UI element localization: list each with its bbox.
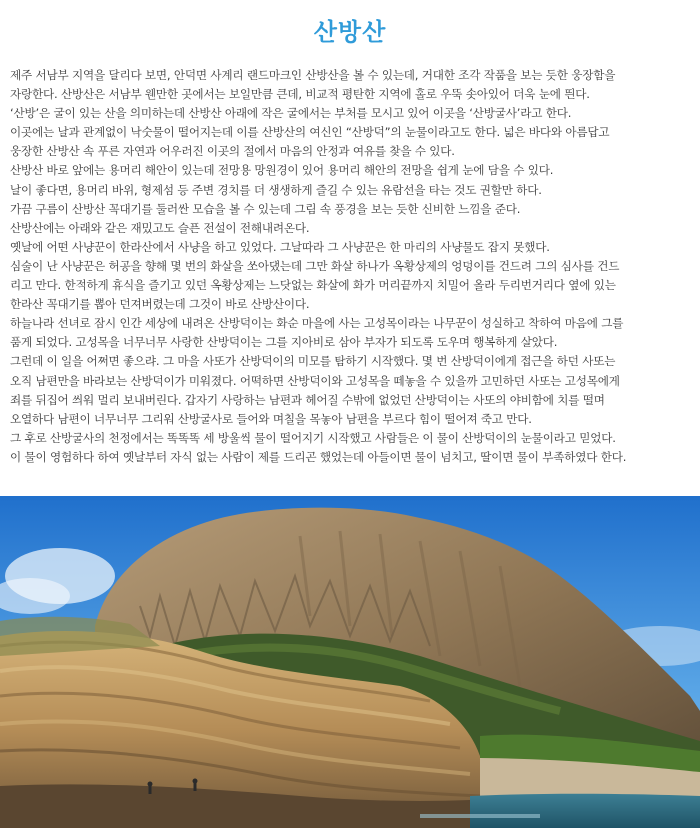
article-line: ‘산방’은 굴이 있는 산을 의미하는데 산방산 아래에 작은 굴에서는 부처를 모시고 있어 이곳을 ‘산방굴사’라고 한다.	[10, 106, 572, 121]
person-figure	[193, 779, 198, 784]
article-line: 그런데 이 일을 어쩌면 좋으랴. 그 마을 사또가 산방덕이의 미모를 탐하기 시작했다. 몇 번 산방덕이에게 접근을 하던 사또는	[10, 354, 616, 369]
article-line: 오직 남편만을 바라보는 산방덕이가 미워졌다. 어떡하면 산방덕이와 고성목을 떼놓을 수 있을까 고민하던 사또는 고성목에게	[10, 373, 620, 388]
article-line: 심술이 난 사냥꾼은 허공을 향해 몇 번의 화살을 쏘아댔는데 그만 화살 하나가 옥황상제의 엉덩이를 건드려 그의 심사를 건드	[10, 258, 620, 273]
article-line: 산방산 바로 앞에는 용머리 해안이 있는데 전망용 망원경이 있어 용머리 해안의 전망을 쉽게 눈에 담을 수 있다.	[10, 163, 554, 178]
article-line: 가끔 구름이 산방산 꼭대기를 둘러싼 모습을 볼 수 있는데 그림 속 풍경을 보는 듯한 신비한 느낌을 준다.	[10, 201, 521, 216]
article-line: 품게 되었다. 고성목을 너무너무 사랑한 산방덕이는 그를 지아비로 삼아 부자가 되도록 도우며 행복하게 살았다.	[10, 335, 558, 350]
article-line: 오열하다 남편이 너무너무 그리워 산방굴사로 들어와 며칠을 목놓아 남편을 부르다 힘이 떨어져 죽고 만다.	[10, 411, 532, 426]
person-figure	[149, 786, 152, 794]
page-title: 산방산	[313, 18, 387, 46]
wave-foam	[420, 814, 540, 818]
sea	[470, 794, 700, 828]
article-line: 이 물이 영험하다 하여 옛날부터 자식 없는 사람이 제를 드리곤 했었는데 아들이면 물이 넘치고, 딸이면 물이 부족하였다 한다.	[10, 449, 627, 464]
article-line: 리고 만다. 한적하게 휴식을 즐기고 있던 옥황상제는 느닷없는 화살에 화가 머리끝까지 치밀어 올라 두리번거리다 옆에 있는	[10, 278, 616, 293]
article-line: 웅장한 산방산 속 푸른 자연과 어우러진 이곳의 절에서 마음의 안정과 여유를 찾을 수 있다.	[10, 144, 455, 159]
article-line: 자랑한다. 산방산은 서남부 웬만한 곳에서는 보일만큼 큰데, 비교적 평탄한 지역에 홀로 우뚝 솟아있어 더욱 눈에 띈다.	[10, 87, 590, 102]
article-line: 이곳에는 날과 관계없이 낙숫물이 떨어지는데 이를 산방산의 여신인 “산방덕”의 눈물이라고도 한다. 넓은 바다와 아름답고	[10, 125, 610, 140]
article-line: 제주 서남부 지역을 달리다 보면, 안덕면 사계리 랜드마크인 산방산을 볼 수 있는데, 거대한 조각 작품을 보는 듯한 웅장함을	[10, 68, 616, 82]
article-line: 산방산에는 아래와 같은 재밌고도 슬픈 전설이 전해내려온다.	[10, 220, 310, 235]
person-figure	[194, 783, 197, 791]
article-line: 죄를 뒤집어 씌워 멀리 보내버린다. 갑자기 사랑하는 남편과 헤어질 수밖에 없었던 산방덕이는 사또의 야비함에 치를 떨며	[10, 392, 605, 407]
article-line: 옛날에 어떤 사냥꾼이 한라산에서 사냥을 하고 있었다. 그날따라 그 사냥꾼은 한 마리의 사냥물도 잡지 못했다.	[10, 239, 550, 254]
article-line: 한라산 꼭대기를 뽑아 던져버렸는데 그것이 바로 산방산이다.	[10, 297, 310, 312]
article-line: 날이 좋다면, 용머리 바위, 형제섬 등 주변 경치를 더 생생하게 즐길 수 있는 유람선을 타는 것도 권할만 하다.	[10, 182, 542, 197]
person-figure	[148, 782, 153, 787]
mountain-landscape-image	[0, 496, 700, 828]
article-line: 그 후로 산방굴사의 천정에서는 똑똑똑 세 방울씩 물이 떨어지기 시작했고 사람들은 이 물이 산방덕이의 눈물이라고 믿었다.	[10, 430, 616, 445]
article-body	[10, 66, 692, 467]
sanbangsan-photo	[0, 496, 700, 828]
article-line: 하늘나라 선녀로 잠시 인간 세상에 내려온 산방덕이는 화순 마을에 사는 고성목이라는 나무꾼이 성실하고 착하여 마음에 그를	[10, 316, 624, 331]
